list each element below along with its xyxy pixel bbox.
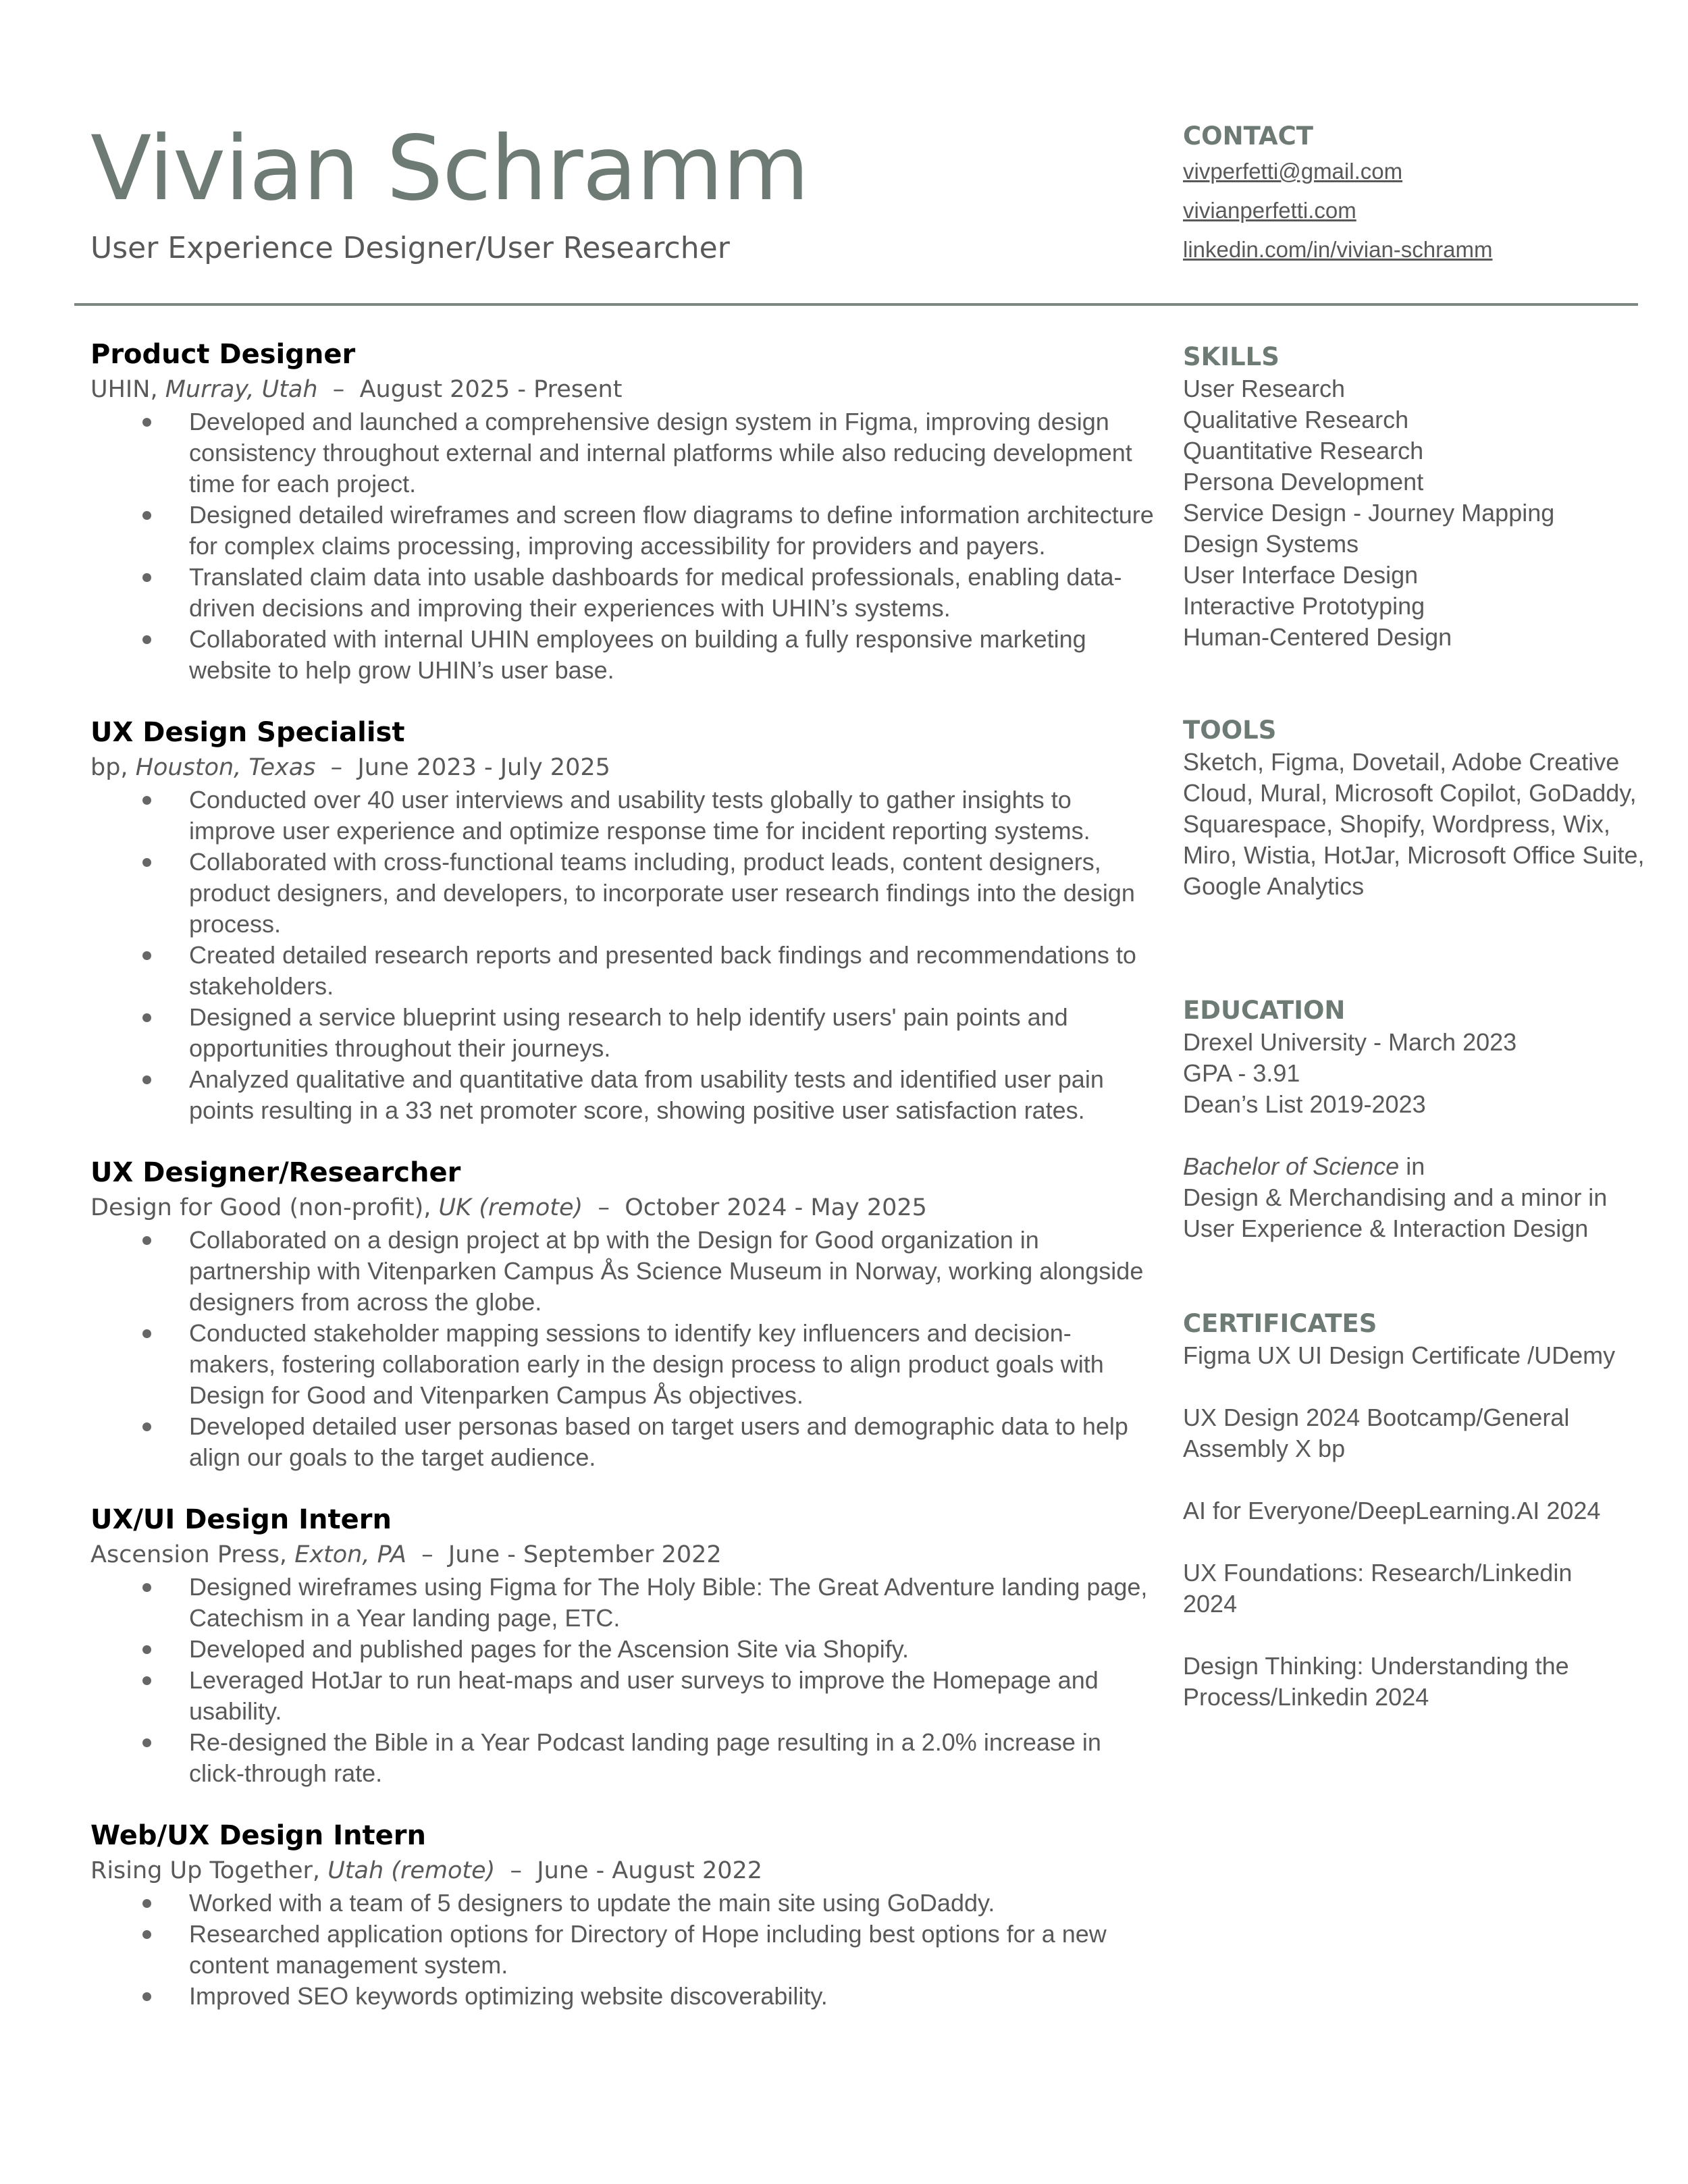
bullet-icon [142,858,151,867]
skill-item: User Interface Design [1183,561,1419,589]
bullet-icon [142,1738,151,1747]
candidate-subtitle: User Experience Designer/User Researcher [90,231,730,265]
resume-header [90,115,1103,269]
skills-section [1183,341,1669,653]
job-title: Web/UX Design Intern [90,1820,427,1851]
degree-name: Bachelor of Science [1183,1152,1400,1180]
skills-title: SKILLS [1183,342,1280,371]
job-meta: Ascension Press, Exton, PA – June - September 2022 [90,1541,722,1568]
experience-column [90,336,1157,2040]
bullet-item: Analyzed qualitative and quantitative data from usability tests and identified user pain points resulting in a 33 net promoter score, showing positive user satisfaction rates. [90,1064,1157,1126]
bullet-item: Collaborated with internal UHIN employees on building a fully responsive marketing website to help grow UHIN’s user base. [90,624,1157,686]
bullet-item: Collaborated with cross-functional teams including, product leads, content designers, product designers, and developers, to incorporate user research findings into the design process. [90,847,1157,940]
education-minor: User Experience & Interaction Design [1183,1215,1589,1242]
job-location: Houston, Texas [135,754,316,781]
skill-item: Service Design - Journey Mapping [1183,499,1555,527]
bullet-icon [142,635,151,644]
bullet-item: Created detailed research reports and presented back findings and recommendations to stakeholders. [90,940,1157,1002]
tools-section [1183,714,1669,902]
bullet-icon [142,1236,151,1245]
bullet-icon [142,796,151,805]
job-entry [90,1817,1157,2012]
job-entry [90,1154,1157,1473]
job-location: Exton, PA [294,1541,406,1568]
education-school: Drexel University - March 2023 [1183,1028,1517,1056]
job-entry [90,336,1157,686]
job-dates: June 2023 - July 2025 [357,754,610,781]
linkedin-link[interactable]: linkedin.com/in/vivian-schramm [1183,237,1493,262]
bullet-item: Conducted over 40 user interviews and usability tests globally to gather insights to improve user experience and optimize response time for incident reporting systems. [90,784,1157,847]
contact-section [1183,120,1656,263]
bullet-icon [142,511,151,520]
job-entry [90,1501,1157,1789]
certificate-item: UX Foundations: Research/Linkedin 2024 [1183,1559,1573,1618]
skill-item: Quantitative Research [1183,437,1424,464]
bullet-item: Collaborated on a design project at bp with the Design for Good organization in partnership with Vitenparken Campus Ås Science Museum in Norway, working alongside designers from across the globe. [90,1225,1157,1318]
contact-title: CONTACT [1183,122,1313,151]
bullet-item: Researched application options for Directory of Hope including best options for a new content management system. [90,1919,1157,1981]
certificates-title: CERTIFICATES [1183,1309,1377,1338]
job-org: Design for Good (non-profit), [90,1194,431,1221]
job-location: Murray, Utah [165,376,318,403]
job-meta: UHIN, Murray, Utah – August 2025 - Present [90,376,623,403]
job-title: UX Designer/Researcher [90,1157,461,1188]
skill-item: Persona Development [1183,468,1424,496]
education-gpa: GPA - 3.91 [1183,1059,1300,1087]
bullet-icon [142,951,151,960]
job-bullets [90,1225,1157,1473]
job-org: bp, [90,754,128,781]
skill-item: Qualitative Research [1183,406,1409,433]
job-title: UX/UI Design Intern [90,1504,392,1535]
education-title: EDUCATION [1183,996,1346,1025]
job-dates: June - August 2022 [537,1857,763,1884]
bullet-item: Leveraged HotJar to run heat-maps and user surveys to improve the Homepage and usability. [90,1665,1157,1727]
job-meta: Design for Good (non-profit), UK (remote) – October 2024 - May 2025 [90,1194,927,1221]
skill-item: User Research [1183,375,1346,402]
education-major: Design & Merchandising and a minor in [1183,1183,1608,1211]
bullet-icon [142,1329,151,1338]
bullet-icon [142,1676,151,1685]
bullet-icon [142,1013,151,1022]
certificate-item: Design Thinking: Understanding the Process/Linkedin 2024 [1183,1652,1569,1711]
job-org: Ascension Press, [90,1541,288,1568]
job-org: Rising Up Together, [90,1857,321,1884]
job-bullets [90,1572,1157,1789]
bullet-item: Designed wireframes using Figma for The Holy Bible: The Great Adventure landing page, Catechism in a Year landing page, ETC. [90,1572,1157,1634]
certificates-section [1183,1308,1669,1713]
job-title: UX Design Specialist [90,717,405,748]
education-honors: Dean’s List 2019-2023 [1183,1090,1426,1118]
bullet-item: Conducted stakeholder mapping sessions to identify key influencers and decision-makers, fostering collaboration early in the design process to align product goals with Design for Good and Vitenparken Campus Ås objectives. [90,1318,1157,1411]
tools-list: Sketch, Figma, Dovetail, Adobe Creative Cloud, Mural, Microsoft Copilot, GoDaddy, Squarespace, Shopify, Wordpress, Wix, Miro, Wistia, HotJar, Microsoft Office Suite, Google Analytics [1183,748,1645,900]
job-location: Utah (remote) [327,1857,496,1884]
email-link[interactable]: vivperfetti@gmail.com [1183,159,1403,184]
job-title: Product Designer [90,339,356,370]
certificate-item: AI for Everyone/DeepLearning.AI 2024 [1183,1497,1601,1524]
bullet-icon [142,1930,151,1939]
bullet-icon [142,1899,151,1908]
bullet-icon [142,573,151,582]
bullet-item: Designed a service blueprint using research to help identify users' pain points and opportunities throughout their journeys. [90,1002,1157,1064]
certificate-item: Figma UX UI Design Certificate /UDemy [1183,1341,1616,1369]
job-location: UK (remote) [438,1194,583,1221]
job-dates: August 2025 - Present [359,376,623,403]
bullet-icon [142,418,151,427]
bullet-item: Developed and published pages for the Ascension Site via Shopify. [90,1634,1157,1665]
job-dates: October 2024 - May 2025 [625,1194,927,1221]
bullet-icon [142,1583,151,1592]
bullet-item: Re-designed the Bible in a Year Podcast landing page resulting in a 2.0% increase in click-through rate. [90,1727,1157,1789]
job-meta: bp, Houston, Texas – June 2023 - July 2025 [90,754,610,781]
bullet-icon [142,1075,151,1084]
skill-item: Human-Centered Design [1183,623,1452,651]
bullet-item: Worked with a team of 5 designers to update the main site using GoDaddy. [90,1888,1157,1919]
skill-item: Design Systems [1183,530,1359,558]
education-section [1183,994,1669,1244]
job-bullets [90,406,1157,686]
bullet-item: Improved SEO keywords optimizing website discoverability. [90,1981,1157,2012]
bullet-item: Developed detailed user personas based on target users and demographic data to help align our goals to the target audience. [90,1411,1157,1473]
bullet-icon [142,1992,151,2001]
bullet-icon [142,1422,151,1431]
tools-title: TOOLS [1183,716,1277,745]
education-degree: Bachelor of Science in [1183,1152,1425,1180]
candidate-name: Vivian Schramm [90,117,809,221]
job-org: UHIN, [90,376,158,403]
bullet-item: Designed detailed wireframes and screen flow diagrams to define information architecture for complex claims processing, improving accessibility for providers and payers. [90,500,1157,562]
job-bullets [90,1888,1157,2012]
website-link[interactable]: vivianperfetti.com [1183,198,1356,223]
skill-item: Interactive Prototyping [1183,592,1425,620]
job-entry [90,714,1157,1126]
job-meta: Rising Up Together, Utah (remote) – June - August 2022 [90,1857,763,1884]
bullet-item: Translated claim data into usable dashboards for medical professionals, enabling data-driven decisions and improving their experiences with UHIN’s systems. [90,562,1157,624]
job-bullets [90,784,1157,1126]
certificate-item: UX Design 2024 Bootcamp/General Assembly X bp [1183,1404,1570,1462]
bullet-item: Developed and launched a comprehensive design system in Figma, improving design consistency throughout external and internal platforms while also reducing development time for each project. [90,406,1157,500]
bullet-icon [142,1645,151,1654]
header-divider [74,303,1638,306]
job-dates: June - September 2022 [448,1541,722,1568]
